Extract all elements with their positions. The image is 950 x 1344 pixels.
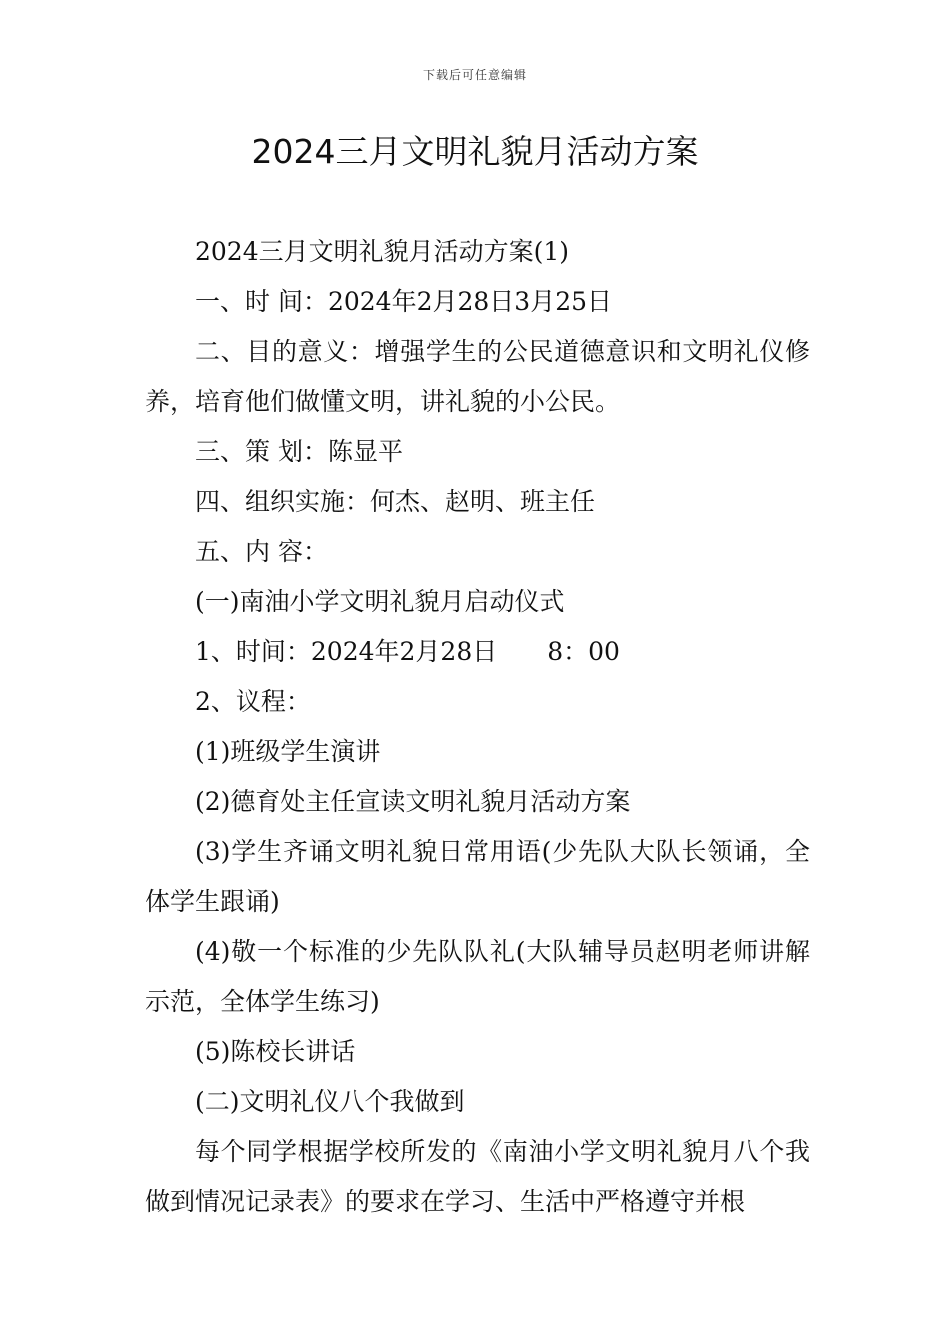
document-body bbox=[145, 227, 810, 1227]
paragraph-organizers: 四、组织实施：何杰、赵明、班主任 bbox=[195, 487, 596, 516]
paragraph-agenda-item-5: (5)陈校长讲话 bbox=[195, 1037, 356, 1066]
paragraph-agenda-item-1: (1)班级学生演讲 bbox=[195, 737, 381, 766]
paragraph-content-heading: 五、内 容： bbox=[195, 537, 328, 566]
paragraph-etiquette-heading: (二)文明礼仪八个我做到 bbox=[195, 1087, 465, 1116]
paragraph-purpose: 二、目的意义：增强学生的公民道德意识和文明礼仪修养，培育他们做懂文明，讲礼貌的小公民。 bbox=[145, 337, 810, 416]
paragraph-agenda-item-3: (3)学生齐诵文明礼貌日常用语(少先队大队长领诵，全体学生跟诵) bbox=[145, 837, 810, 916]
document-title: 2024三月文明礼貌月活动方案 bbox=[251, 132, 699, 171]
paragraph-ceremony-time: 1、时间：2024年2月28日 8：00 bbox=[195, 637, 620, 666]
paragraph-time: 一、时 间：2024年2月28日3月25日 bbox=[195, 287, 613, 316]
paragraph-planner: 三、策 划：陈显平 bbox=[195, 437, 403, 466]
paragraph-agenda-heading: 2、议程： bbox=[195, 687, 311, 716]
paragraph-etiquette-body: 每个同学根据学校所发的《南油小学文明礼貌月八个我做到情况记录表》的要求在学习、生活中严格遵守并根 bbox=[145, 1137, 810, 1216]
paragraph-ceremony-heading: (一)南油小学文明礼貌月启动仪式 bbox=[195, 587, 565, 616]
page-header-note: 下载后可任意编辑 bbox=[422, 68, 527, 82]
paragraph-agenda-item-4: (4)敬一个标准的少先队队礼(大队辅导员赵明老师讲解示范，全体学生练习) bbox=[145, 937, 810, 1016]
paragraph-section-title: 2024三月文明礼貌月活动方案(1) bbox=[195, 237, 570, 266]
paragraph-agenda-item-2: (2)德育处主任宣读文明礼貌月活动方案 bbox=[195, 787, 631, 816]
